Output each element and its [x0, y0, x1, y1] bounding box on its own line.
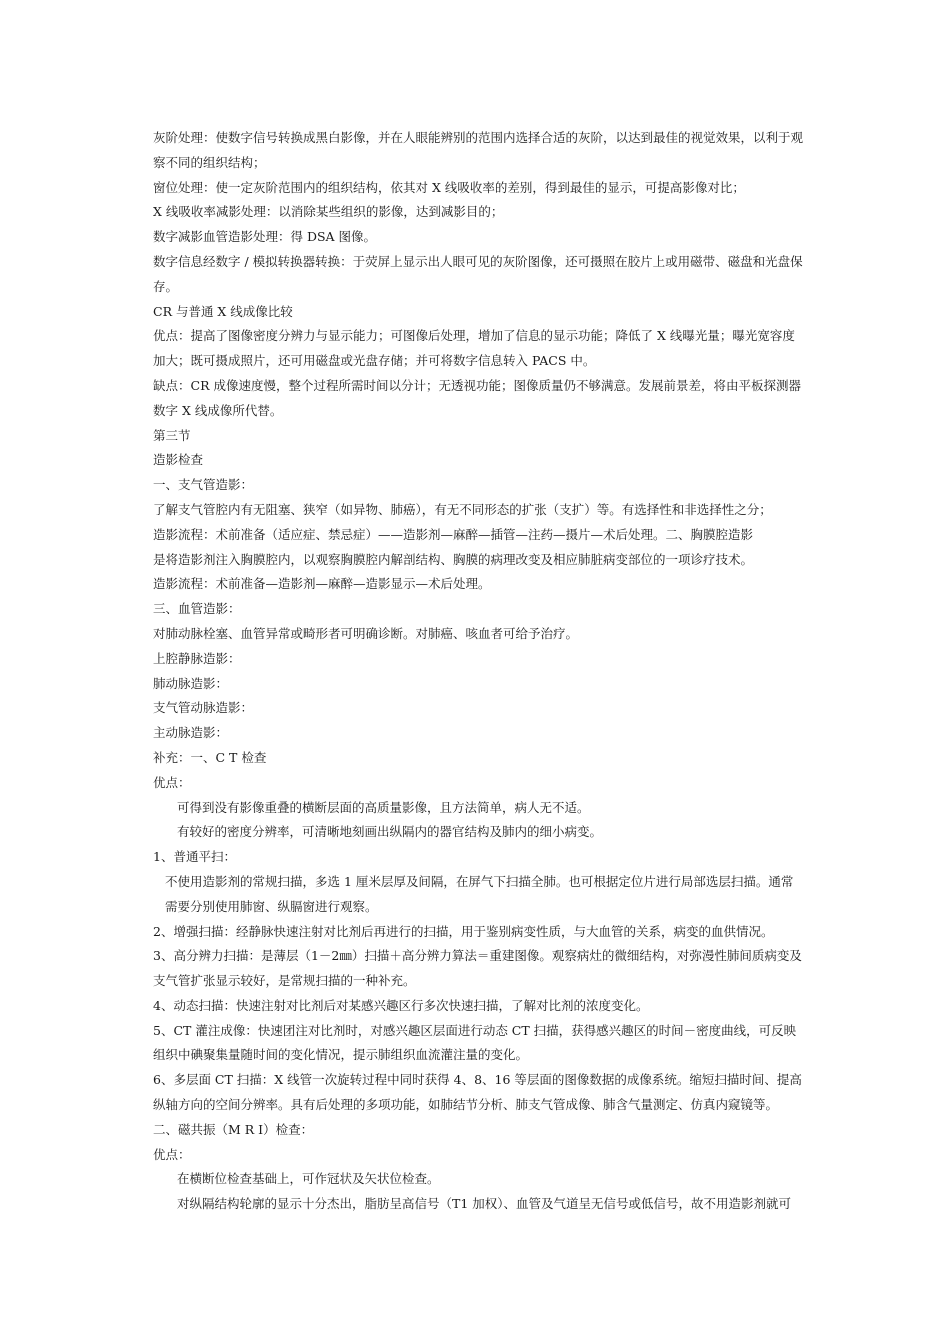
paragraph-hrct-scan: 3、高分辨力扫描：是薄层（1－2㎜）扫描＋高分辨力算法＝重建图像。观察病灶的微细结构，对弥漫性肺间质病变及支气管扩张显示较好，是常规扫描的一种补充。	[153, 948, 802, 989]
paragraph-window-processing: 窗位处理：使一定灰阶范围内的组织结构，依其对 X 线吸收率的差别，得到最佳的显示，可提高影像对比；	[153, 179, 745, 195]
paragraph-ct-advantage-2: 有较好的密度分辨率，可清晰地刻画出纵隔内的器官结构及肺内的细小病变。	[177, 824, 603, 840]
paragraph-angiography-purpose: 对肺动脉栓塞、血管异常或畸形者可明确诊断。对肺癌、咳血者可给予治疗。	[153, 625, 579, 641]
heading-bronchography: 一、支气管造影：	[153, 477, 254, 493]
paragraph-mri-advantage-1: 在横断位检查基础上，可作冠状及矢状位检查。	[177, 1171, 440, 1187]
paragraph-cr-advantages: 优点：提高了图像密度分辨力与显示能力；可图像后处理，增加了信息的显示功能；降低了 X 线曝光量；曝光宽容度加大；既可摄成照片，还可用磁盘或光盘存储；并可将数字信息转入 PACS 中。	[153, 328, 795, 369]
heading-cr-comparison: CR 与普通 X 线成像比较	[153, 303, 293, 319]
item-pulmonary-angiography: 肺动脉造影：	[153, 675, 229, 691]
paragraph-mri-advantage-2: 对纵隔结构轮廓的显示十分杰出，脂肪呈高信号（T1 加权）、血管及气道呈无信号或低信号，故不用造影剂就可	[177, 1196, 792, 1212]
paragraph-absorption-subtraction: X 线吸收率减影处理：以消除某些组织的影像，达到减影目的；	[153, 204, 504, 220]
item-svc-angiography: 上腔静脉造影：	[153, 650, 241, 666]
paragraph-pleural-flow: 造影流程：术前准备—造影剂—麻醉—造影显示—术后处理。	[153, 576, 491, 592]
paragraph-bronchography-purpose: 了解支气管腔内有无阻塞、狭窄（如异物、肺癌），有无不同形态的扩张（支扩）等。有选择性和非选择性之分；	[153, 501, 772, 517]
heading-plain-scan: 1、普通平扫：	[153, 849, 236, 865]
item-aortography: 主动脉造影：	[153, 725, 229, 741]
paragraph-enhanced-scan: 2、增强扫描：经静脉快速注射对比剂后再进行的扫描，用于鉴别病变性质，与大血管的关系，病变的血供情况。	[153, 923, 774, 939]
paragraph-ct-perfusion: 5、CT 灌注成像：快速团注对比剂时，对感兴趣区层面进行动态 CT 扫描，获得感兴趣区的时间－密度曲线，可反映组织中碘聚集量随时间的变化情况，提示肺组织血流灌注量的变化。	[153, 1022, 797, 1063]
paragraph-multislice-ct: 6、多层面 CT 扫描：X 线管一次旋转过程中同时获得 4、8、16 等层面的图像数据的成像系统。缩短扫描时间、提高纵轴方向的空间分辨率。具有后处理的多项功能，如肺结节分析、肺支气管成像、肺含气量测定、仿真内窥镜等。	[153, 1072, 802, 1113]
paragraph-gray-scale-processing: 灰阶处理：使数字信号转换成黑白影像，并在人眼能辨别的范围内选择合适的灰阶，以达到最佳的视觉效果，以利于观察不同的组织结构；	[153, 130, 804, 170]
heading-ct-advantages: 优点：	[153, 774, 191, 790]
paragraph-plain-scan: 不使用造影剂的常规扫描，多选 1 厘米层厚及间隔，在屏气下扫描全肺。也可根据定位片进行局部选层扫描。通常需要分别使用肺窗、纵膈窗进行观察。	[165, 873, 794, 914]
heading-section-3: 第三节	[153, 427, 191, 443]
heading-contrast-exam: 造影检查	[153, 452, 204, 468]
paragraph-dsa-processing: 数字减影血管造影处理：得 DSA 图像。	[153, 229, 377, 245]
heading-angiography: 三、血管造影：	[153, 601, 241, 617]
paragraph-cr-disadvantages: 缺点：CR 成像速度慢，整个过程所需时间以分计；无透视功能；图像质量仍不够满意。发展前景差，将由平板探测器数字 X 线成像所代替。	[153, 377, 801, 418]
item-bronchial-angiography: 支气管动脉造影：	[153, 700, 254, 716]
heading-mri-advantages: 优点：	[153, 1146, 191, 1162]
paragraph-da-conversion: 数字信息经数字 / 模拟转换器转换：于荧屏上显示出人眼可见的灰阶图像，还可摄照在胶片上或用磁带、磁盘和光盘保存。	[153, 253, 803, 294]
paragraph-bronchography-flow: 造影流程：术前准备（适应症、禁忌症）——造影剂—麻醉—插管—注药—摄片—术后处理。二、胸膜腔造影	[153, 526, 754, 542]
document-page	[153, 126, 803, 1217]
heading-ct-exam: 补充：一、C T 检查	[153, 749, 267, 765]
paragraph-pleural-cavity: 是将造影剂注入胸膜腔内，以观察胸膜腔内解剖结构、胸膜的病理改变及相应肺脏病变部位的一项诊疗技术。	[153, 551, 754, 567]
paragraph-ct-advantage-1: 可得到没有影像重叠的横断层面的高质量影像，且方法简单，病人无不适。	[177, 799, 590, 815]
heading-mri-exam: 二、磁共振（M R I）检查：	[153, 1121, 314, 1137]
paragraph-dynamic-scan: 4、动态扫描：快速注射对比剂后对某感兴趣区行多次快速扫描，了解对比剂的浓度变化。	[153, 997, 649, 1013]
